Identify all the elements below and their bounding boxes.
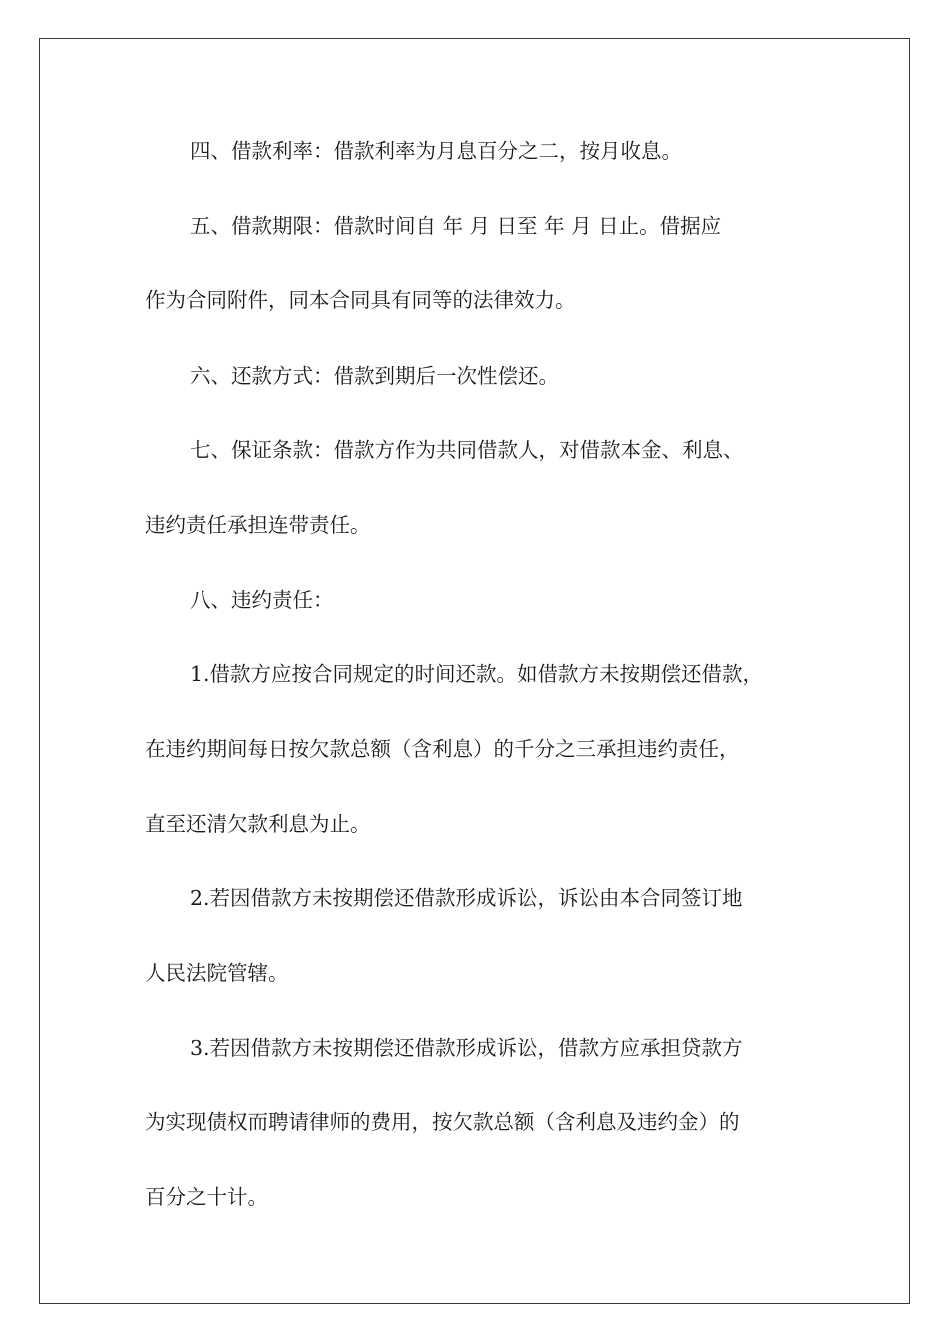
clause-5-continuation: 作为合同附件，同本合同具有同等的法律效力。 (145, 288, 576, 312)
clause-8-item-3: 3.若因借款方未按期偿还借款形成诉讼，借款方应承担贷款方 (190, 1036, 743, 1060)
clause-8-item-1-line-3: 直至还清欠款利息为止。 (145, 812, 371, 836)
clause-5-loan-term: 五、借款期限：借款时间自 年 月 日至 年 月 日止。借据应 (190, 214, 722, 238)
clause-8-heading: 八、违约责任： (190, 588, 334, 612)
clause-4-interest-rate: 四、借款利率：借款利率为月息百分之二，按月收息。 (190, 139, 682, 163)
clause-8-item-2-line-2: 人民法院管辖。 (145, 961, 289, 985)
clause-6-repayment-method: 六、还款方式：借款到期后一次性偿还。 (190, 364, 559, 388)
clause-8-item-3-line-3: 百分之十计。 (145, 1185, 268, 1209)
clause-8-item-2: 2.若因借款方未按期偿还借款形成诉讼，诉讼由本合同签订地 (190, 886, 743, 910)
clause-7-guarantee: 七、保证条款：借款方作为共同借款人，对借款本金、利息、 (190, 438, 744, 462)
clause-8-item-1: 1.借款方应按合同规定的时间还款。如借款方未按期偿还借款， (190, 662, 764, 686)
clause-8-item-1-line-2: 在违约期间每日按欠款总额（含利息）的千分之三承担违约责任， (145, 737, 740, 761)
clause-7-continuation: 违约责任承担连带责任。 (145, 513, 371, 537)
clause-8-item-3-line-2: 为实现债权而聘请律师的费用，按欠款总额（含利息及违约金）的 (145, 1110, 740, 1134)
